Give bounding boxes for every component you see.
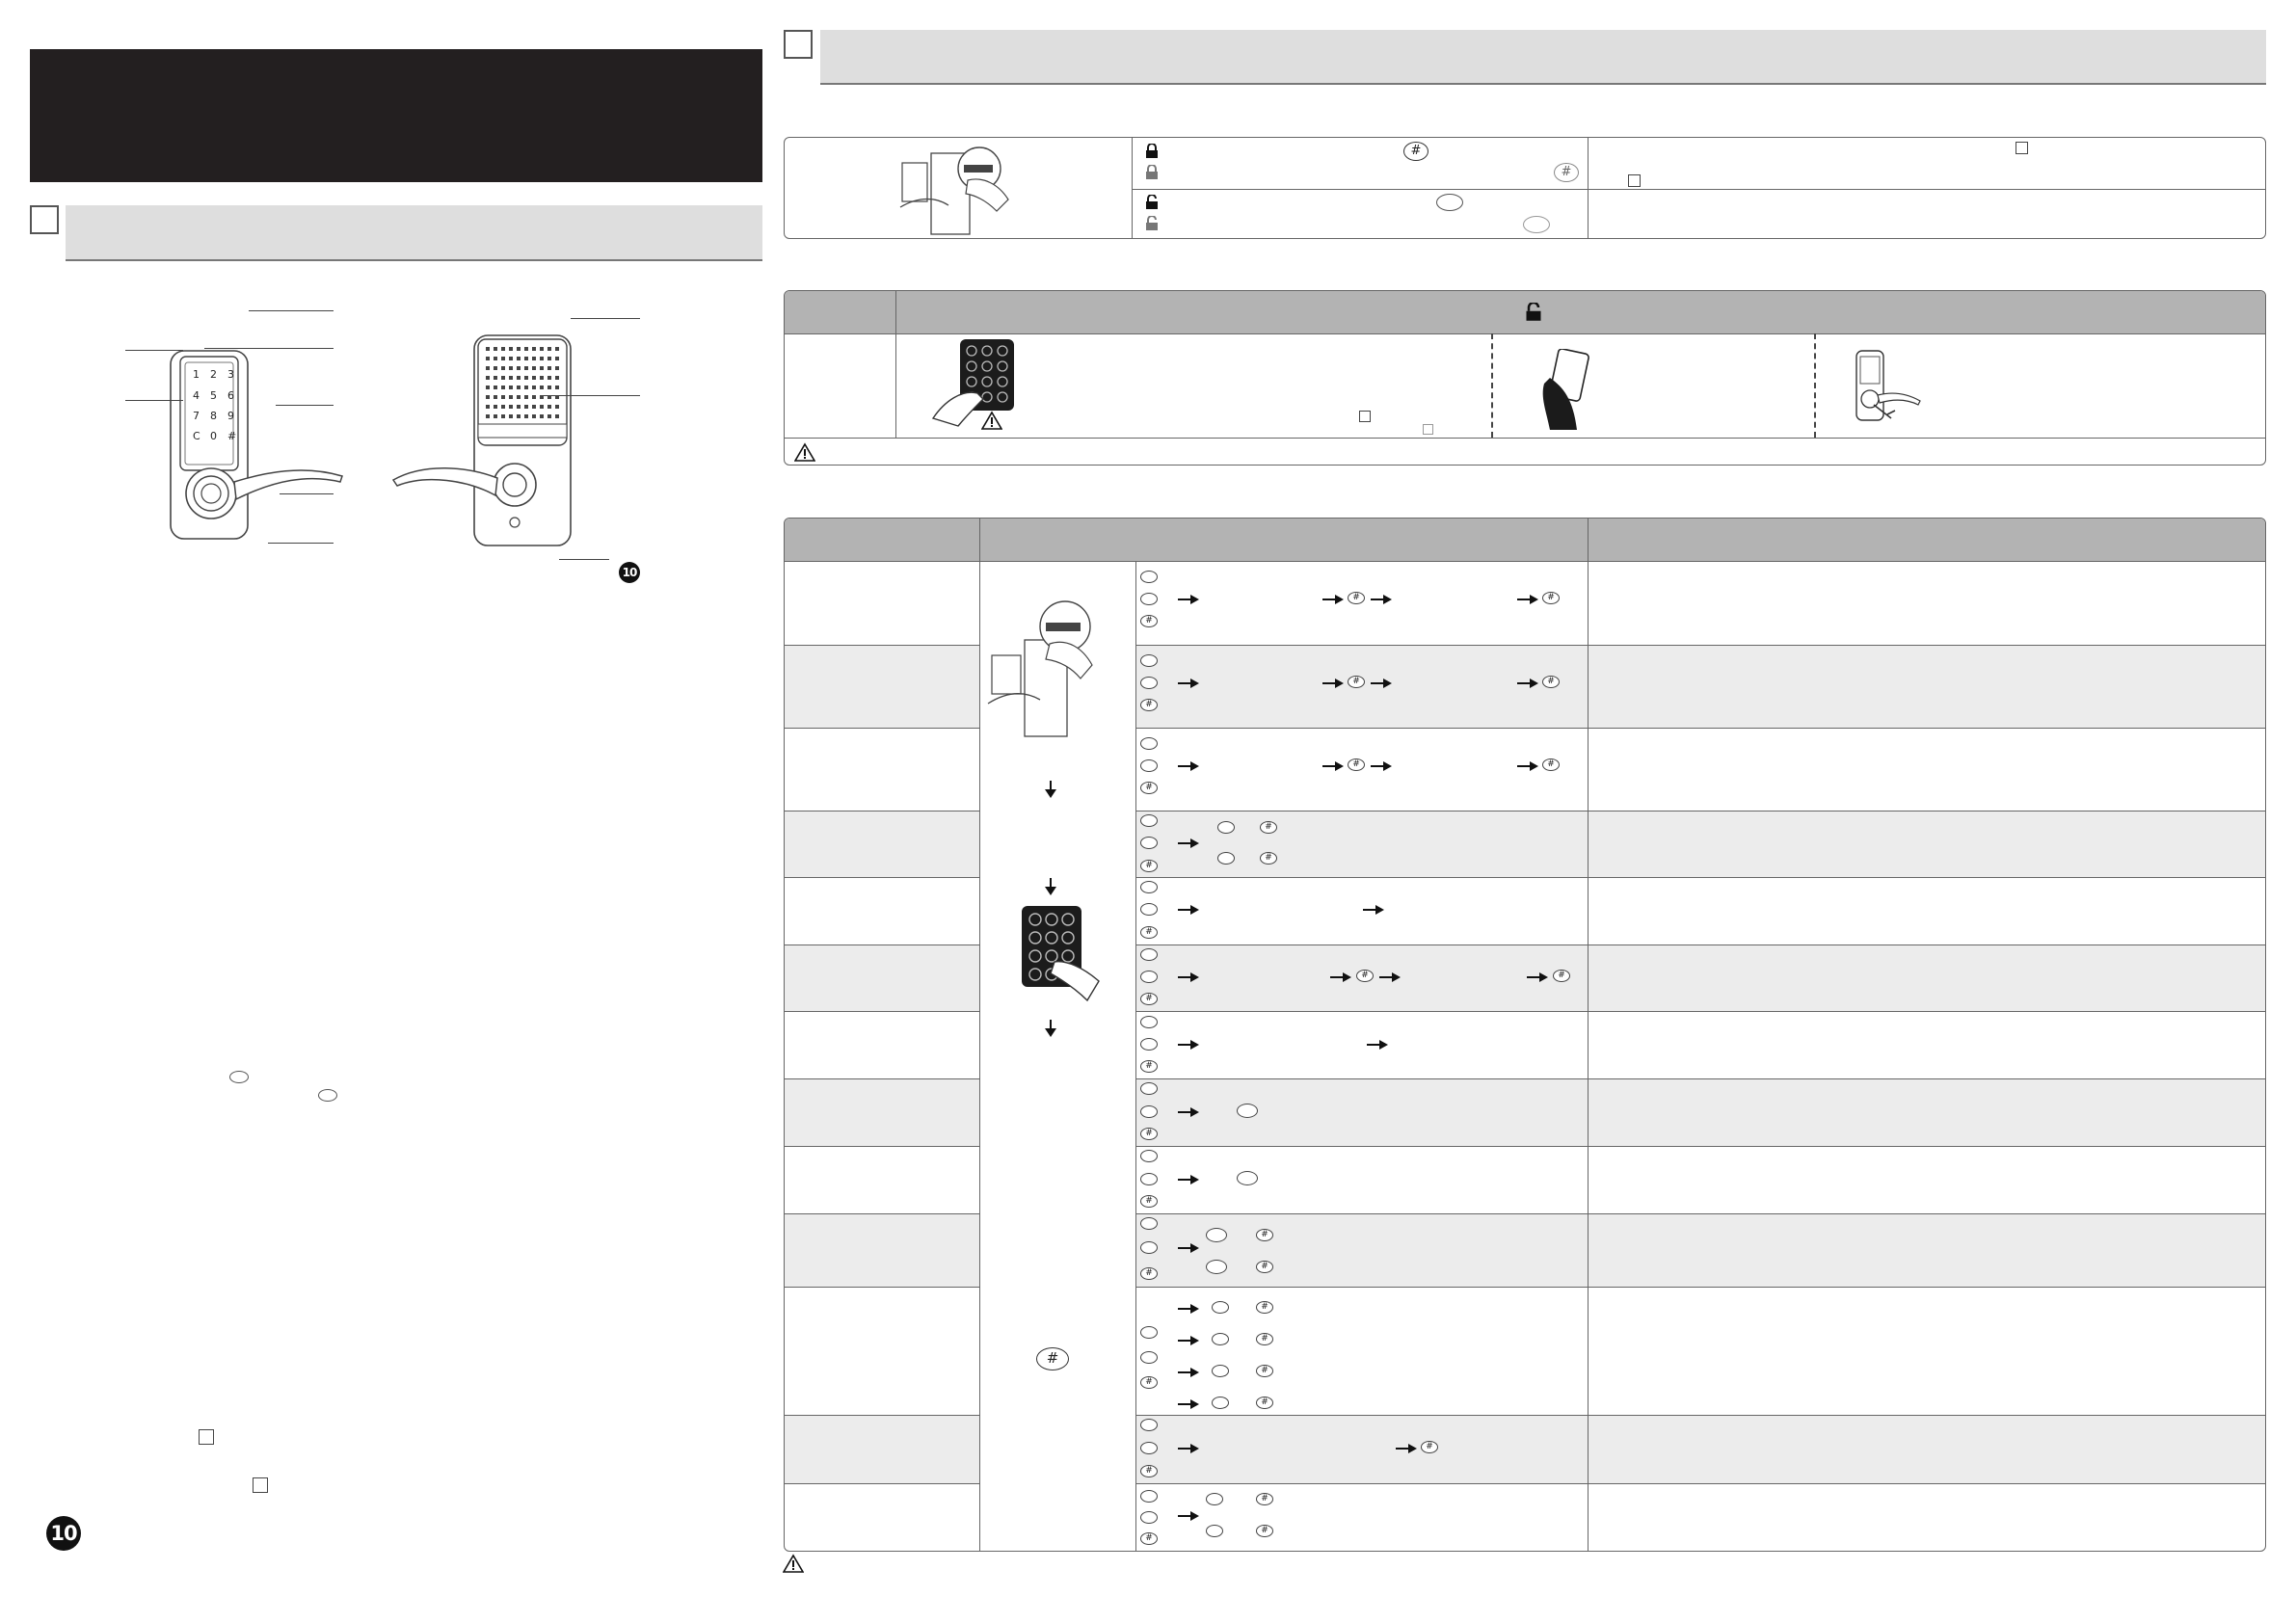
leader-line <box>125 400 183 401</box>
row-shade <box>1135 945 2266 1011</box>
key-oval <box>1140 1490 1158 1503</box>
dashed-divider <box>1814 333 1816 438</box>
leader-line <box>249 310 334 311</box>
key-oval <box>1140 1241 1158 1254</box>
keypad-key-6[interactable]: 6 <box>227 389 234 402</box>
key-oval <box>1212 1365 1229 1377</box>
arrow-right-icon <box>1178 1399 1199 1409</box>
key-oval <box>1140 1016 1158 1028</box>
arrow-right-icon <box>1367 1040 1388 1050</box>
arrow-right-icon <box>1178 1107 1199 1117</box>
arrow-right-icon <box>1330 972 1351 982</box>
hash-key: # <box>1140 782 1158 794</box>
row-divider <box>785 333 2266 334</box>
row-shade <box>785 645 979 728</box>
lock-closed-icon <box>1145 144 1159 159</box>
hash-key: # <box>1256 1493 1273 1505</box>
key-oval <box>1140 814 1158 827</box>
keypad-key-1[interactable]: 1 <box>193 368 200 381</box>
key-oval <box>1140 1150 1158 1162</box>
arrow-right-icon <box>1517 678 1538 688</box>
arrow-right-icon <box>1371 595 1392 604</box>
arrow-right-icon <box>1178 1336 1199 1345</box>
column-divider <box>1588 519 1589 1552</box>
arrow-right-icon <box>1178 1304 1199 1314</box>
lock-status-panel <box>784 137 2266 239</box>
warning-triangle-icon <box>783 1554 804 1573</box>
key-oval <box>1140 677 1158 689</box>
key-oval <box>1140 1511 1158 1524</box>
arrow-right-icon <box>1178 1368 1199 1377</box>
row-shade <box>1135 811 2266 877</box>
hash-key: # <box>1542 758 1560 771</box>
hash-key: # <box>1140 1195 1158 1208</box>
row-divider <box>785 1146 979 1147</box>
leader-line <box>276 405 334 406</box>
row-divider <box>785 1011 979 1012</box>
callout-number-badge: 10 <box>619 562 640 583</box>
battery-cover-open-illustration <box>982 598 1098 742</box>
key-oval <box>1206 1228 1227 1242</box>
key-oval <box>1140 571 1158 583</box>
row-divider <box>1135 1213 2266 1214</box>
key-oval <box>1140 1442 1158 1454</box>
keypad-key-2[interactable]: 2 <box>210 368 217 381</box>
arrow-right-icon <box>1178 761 1199 771</box>
keypad-key-5[interactable]: 5 <box>210 389 217 402</box>
row-divider <box>785 728 979 729</box>
row-divider <box>785 645 979 646</box>
row-divider <box>1135 877 2266 878</box>
hash-key-icon: # <box>1403 142 1428 161</box>
down-arrow-icon <box>1045 878 1056 895</box>
hash-key: # <box>1348 758 1365 771</box>
hash-key: # <box>1256 1261 1273 1273</box>
row-divider <box>785 811 979 812</box>
arrow-right-icon <box>1178 905 1199 915</box>
hash-key: # <box>1140 1532 1158 1545</box>
arrow-right-icon <box>1178 678 1199 688</box>
row-divider <box>785 1287 979 1288</box>
hash-key: # <box>1140 860 1158 872</box>
section-heading-bar <box>66 205 762 261</box>
hash-key: # <box>1140 1267 1158 1280</box>
arrow-right-icon <box>1527 972 1548 982</box>
row-divider <box>785 877 979 878</box>
column-divider <box>979 519 980 1552</box>
keypad-key-hash[interactable]: # <box>227 430 237 442</box>
leader-line <box>571 318 640 319</box>
checkbox-square <box>199 1429 214 1445</box>
button-oval-icon <box>1523 216 1550 233</box>
hash-key: # <box>1256 1301 1273 1314</box>
table-header <box>785 519 2266 561</box>
arrow-right-icon <box>1178 1040 1199 1050</box>
checkbox-square <box>1423 424 1433 435</box>
hash-key: # <box>1260 821 1277 834</box>
leader-line <box>268 543 334 544</box>
key-oval <box>1237 1171 1258 1185</box>
hash-key: # <box>1140 926 1158 939</box>
hash-key: # <box>1140 1465 1158 1477</box>
button-oval-icon <box>1436 194 1463 211</box>
key-oval <box>1206 1525 1223 1537</box>
keypad-key-7[interactable]: 7 <box>193 410 200 422</box>
key-oval <box>1217 821 1235 834</box>
key-oval <box>1140 593 1158 605</box>
key-oval <box>1140 654 1158 667</box>
hash-key: # <box>1256 1397 1273 1409</box>
row-divider <box>1135 1287 2266 1288</box>
leader-line <box>280 493 334 494</box>
hash-key: # <box>1256 1229 1273 1241</box>
row-divider <box>1135 1146 2266 1147</box>
hash-key: # <box>1542 592 1560 604</box>
checkbox-square <box>2016 142 2028 154</box>
arrow-right-icon <box>1178 1511 1199 1521</box>
hash-key: # <box>1260 852 1277 865</box>
page-number-badge: 10 <box>46 1516 81 1551</box>
key-oval <box>1140 1326 1158 1339</box>
keypad-key-0[interactable]: 0 <box>210 430 217 442</box>
hash-key: # <box>1256 1525 1273 1537</box>
row-divider <box>1135 1415 2266 1416</box>
arrow-right-icon <box>1178 1243 1199 1253</box>
key-oval <box>1212 1333 1229 1345</box>
lock-open-icon <box>1525 303 1542 322</box>
key-oval <box>1140 1105 1158 1118</box>
hash-key: # <box>1140 1128 1158 1140</box>
checkbox-square <box>253 1477 268 1493</box>
column-divider <box>895 291 896 438</box>
key-oval <box>1140 1173 1158 1185</box>
leader-line <box>542 395 640 396</box>
row-shade <box>785 945 979 1011</box>
down-arrow-icon <box>1045 1020 1056 1037</box>
arrow-right-icon <box>1322 761 1344 771</box>
key-card-illustration <box>1536 349 1594 432</box>
row-divider <box>1135 1483 2266 1484</box>
button-oval-icon <box>318 1089 337 1102</box>
key-oval <box>1212 1301 1229 1314</box>
column-divider <box>1135 561 1136 1552</box>
key-oval <box>1237 1104 1258 1118</box>
arrow-right-icon <box>1363 905 1384 915</box>
row-divider <box>1135 811 2266 812</box>
row-divider <box>1135 1078 2266 1079</box>
row-shade <box>785 1078 979 1146</box>
hash-key-icon: # <box>1554 163 1579 182</box>
hash-key: # <box>1553 970 1570 982</box>
keypad-key-4[interactable]: 4 <box>193 389 200 402</box>
hash-key: # <box>1140 1060 1158 1073</box>
checkbox-square <box>1628 174 1641 187</box>
warning-triangle-icon <box>794 442 815 462</box>
hash-key: # <box>1542 676 1560 688</box>
arrow-right-icon <box>1322 595 1344 604</box>
hash-key: # <box>1356 970 1374 982</box>
arrow-right-icon <box>1178 838 1199 848</box>
hash-key: # <box>1140 615 1158 627</box>
arrow-right-icon <box>1517 761 1538 771</box>
key-oval <box>1206 1493 1223 1505</box>
arrow-right-icon <box>1178 972 1199 982</box>
arrow-right-icon <box>1322 678 1344 688</box>
unlock-methods-panel <box>784 290 2266 466</box>
key-oval <box>1140 1082 1158 1095</box>
section-number-box <box>784 30 813 59</box>
key-oval <box>1217 852 1235 865</box>
back-lock-illustration <box>386 308 607 569</box>
row-shade <box>1135 1078 2266 1146</box>
row-divider <box>1135 1011 2266 1012</box>
section-heading-bar <box>820 30 2266 85</box>
front-keypad <box>191 368 237 442</box>
programming-table <box>784 518 2266 1552</box>
row-shade <box>1135 1415 2266 1483</box>
lock-closed-icon <box>1145 165 1159 180</box>
row-shade <box>1135 1213 2266 1287</box>
row-divider <box>785 1078 979 1079</box>
lock-open-icon <box>1145 195 1159 210</box>
arrow-right-icon <box>1178 1444 1199 1453</box>
key-oval <box>1212 1397 1229 1409</box>
key-oval <box>1140 759 1158 772</box>
keypad-key-clear[interactable]: C <box>193 430 200 442</box>
battery-cover-illustration <box>891 142 1026 238</box>
row-shade <box>785 811 979 877</box>
keypad-press-illustration <box>1016 904 1122 1010</box>
hash-key: # <box>1348 592 1365 604</box>
arrow-right-icon <box>1396 1444 1417 1453</box>
key-oval <box>1140 903 1158 916</box>
key-oval <box>1140 948 1158 961</box>
leader-line <box>125 350 183 351</box>
key-oval <box>1140 1038 1158 1051</box>
arrow-right-icon <box>1379 972 1401 982</box>
hash-key: # <box>1256 1333 1273 1345</box>
key-oval <box>1140 737 1158 750</box>
mechanical-key-illustration <box>1845 347 1932 424</box>
hash-key-icon: # <box>1036 1347 1069 1370</box>
row-divider <box>1132 189 2266 190</box>
row-shade <box>785 1213 979 1287</box>
key-oval <box>1140 1419 1158 1431</box>
row-divider <box>785 561 2266 562</box>
keypad-key-3[interactable]: 3 <box>227 368 234 381</box>
arrow-right-icon <box>1371 678 1392 688</box>
section-number-box <box>30 205 59 234</box>
hash-key: # <box>1140 1376 1158 1389</box>
keypad-press-illustration <box>929 337 1016 436</box>
keypad-key-9[interactable]: 9 <box>227 410 234 422</box>
key-oval <box>1140 1351 1158 1364</box>
key-oval <box>1140 837 1158 849</box>
arrow-right-icon <box>1371 761 1392 771</box>
checkbox-square <box>1359 411 1371 422</box>
row-divider <box>785 438 2266 439</box>
row-shade <box>1135 645 2266 728</box>
down-arrow-icon <box>1045 781 1056 798</box>
button-oval-icon <box>229 1071 249 1083</box>
hash-key: # <box>1348 676 1365 688</box>
dashed-divider <box>1491 333 1493 438</box>
row-divider <box>785 1483 979 1484</box>
leader-line <box>559 559 609 560</box>
row-divider <box>1135 645 2266 646</box>
key-oval <box>1140 1217 1158 1230</box>
hash-key: # <box>1256 1365 1273 1377</box>
row-shade <box>785 1415 979 1483</box>
hash-key: # <box>1140 993 1158 1005</box>
row-divider <box>785 1213 979 1214</box>
row-divider <box>1135 728 2266 729</box>
hash-key: # <box>1140 699 1158 711</box>
keypad-key-8[interactable]: 8 <box>210 410 217 422</box>
title-bar <box>30 49 762 182</box>
key-oval <box>1206 1260 1227 1274</box>
arrow-right-icon <box>1517 595 1538 604</box>
arrow-right-icon <box>1178 1175 1199 1184</box>
warning-triangle-icon <box>981 411 1002 430</box>
back-lock-svg <box>386 308 607 569</box>
hash-key: # <box>1421 1441 1438 1453</box>
key-oval <box>1140 881 1158 893</box>
row-divider <box>785 1415 979 1416</box>
arrow-right-icon <box>1178 595 1199 604</box>
key-oval <box>1140 971 1158 983</box>
leader-line <box>204 348 334 349</box>
lock-open-icon <box>1145 216 1159 231</box>
